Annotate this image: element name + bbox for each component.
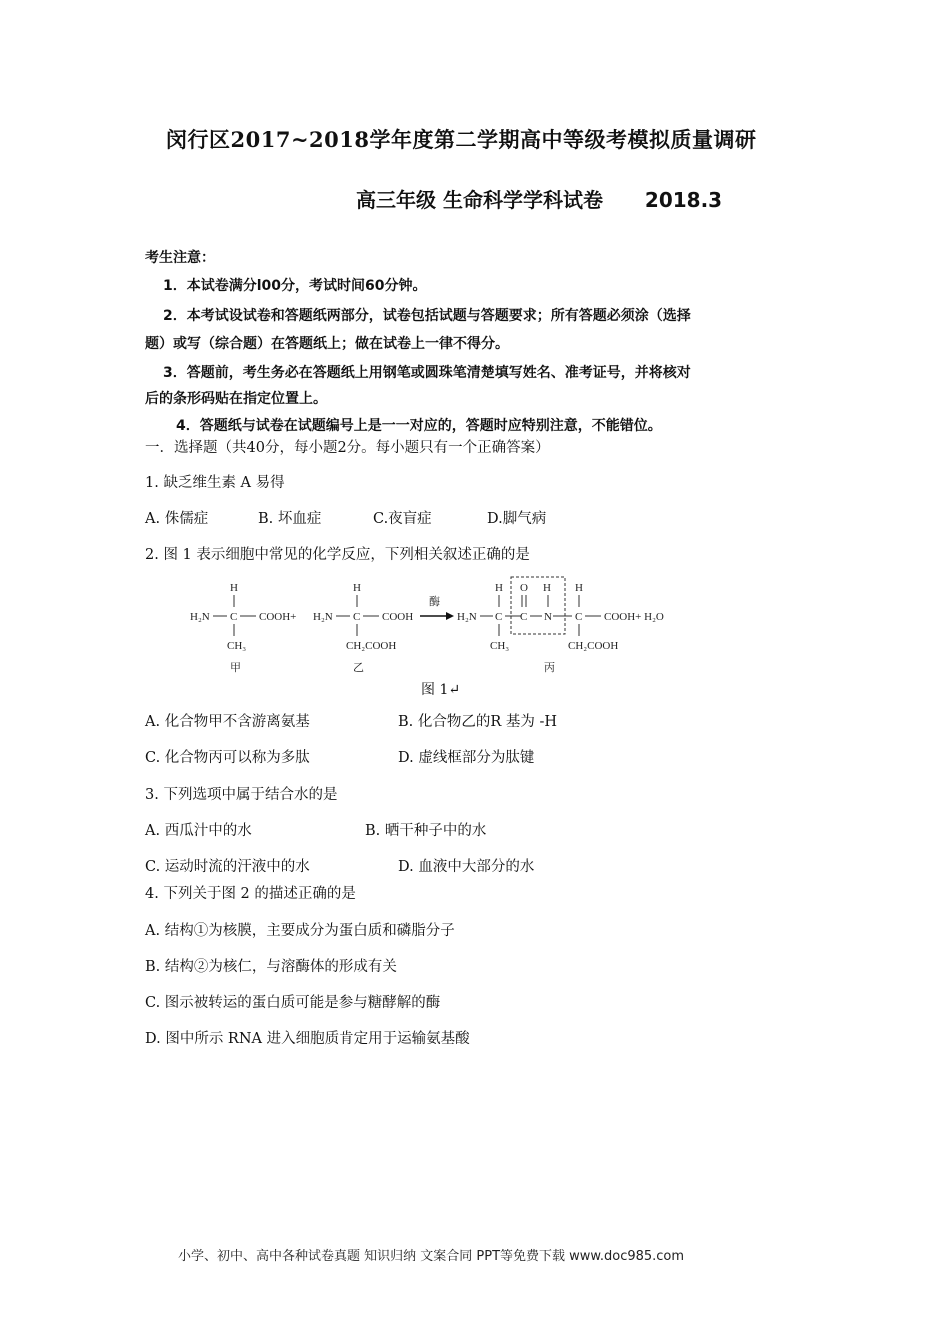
option-d: D.脚气病: [487, 511, 547, 527]
subtitle-text: 高三年级 生命科学学科试卷: [356, 188, 603, 212]
question-stem: 4. 下列关于图 2 的描述正确的是: [145, 886, 356, 902]
notice-item: 后的条形码贴在指定位置上。: [145, 391, 327, 407]
peptide-reaction-figure: [180, 575, 700, 675]
atom-c: C: [230, 611, 238, 623]
option-b: B. 坏血症: [258, 511, 322, 527]
label-jia: 甲: [230, 662, 241, 674]
methyl-group: CH₃: [227, 640, 247, 652]
carboxyl-group: COOH+: [259, 611, 297, 623]
r-group: CH₂COOH: [568, 640, 619, 652]
option-a: A. 西瓜汁中的水: [145, 823, 252, 839]
atom-h: H: [495, 582, 503, 594]
notice-item: 1．本试卷满分l00分，考试时间60分钟。: [163, 278, 427, 294]
option-a: A. 结构①为核膜，主要成分为蛋白质和磷脂分子: [145, 923, 455, 939]
label-bing: 丙: [544, 662, 555, 674]
carboxyl-water: COOH+ H₂O: [604, 611, 664, 623]
notice-item: 题）或写（综合题）在答题纸上；做在试卷上一律不得分。: [145, 336, 509, 352]
option-c: C. 化合物丙可以称为多肽: [145, 750, 310, 766]
figure-caption: 图 1↵: [421, 682, 461, 698]
notice-item: 3．答题前，考生务必在答题纸上用钢笔或圆珠笔清楚填写姓名、准考证号，并将核对: [163, 365, 691, 381]
r-group: CH₂COOH: [346, 640, 397, 652]
page-subtitle: [356, 184, 722, 213]
atom-c: C: [520, 611, 528, 623]
atom-h: H: [543, 582, 551, 594]
subtitle-date: 2018.3: [644, 188, 723, 212]
atom-o: O: [520, 582, 528, 594]
notice-heading: 考生注意：: [145, 250, 215, 266]
enzyme-label: 酶: [429, 596, 440, 608]
option-c: C.夜盲症: [373, 511, 432, 527]
section-heading: 一．选择题（共40分，每小题2分。每小题只有一个正确答案）: [145, 440, 550, 456]
arrow-head-icon: [446, 612, 454, 620]
question-stem: 2. 图 1 表示细胞中常见的化学反应，下列相关叙述正确的是: [145, 547, 530, 563]
notice-item: 2．本考试设试卷和答题纸两部分，试卷包括试题与答题要求；所有答题必须涂（选择: [163, 308, 691, 324]
option-d: D. 图中所示 RNA 进入细胞质肯定用于运输氨基酸: [145, 1031, 470, 1047]
atom-h: H: [575, 582, 583, 594]
option-b: B. 化合物乙的R 基为 -H: [398, 714, 558, 730]
option-d: D. 血液中大部分的水: [398, 859, 535, 875]
option-c: C. 运动时流的汗液中的水: [145, 859, 310, 875]
amino-group: H₂N: [190, 611, 210, 623]
option-a: A. 化合物甲不含游离氨基: [145, 714, 310, 730]
question-stem: 1. 缺乏维生素 A 易得: [145, 475, 285, 491]
option-c: C. 图示被转运的蛋白质可能是参与糖酵解的酶: [145, 995, 441, 1011]
label-yi: 乙: [353, 662, 364, 674]
atom-c: C: [353, 611, 361, 623]
amino-group: H₂N: [313, 611, 333, 623]
atom-h: H: [230, 582, 238, 594]
atom-n: N: [544, 611, 552, 623]
option-d: D. 虚线框部分为肽键: [398, 750, 535, 766]
carboxyl-group: COOH: [382, 611, 414, 623]
question-stem: 3. 下列选项中属于结合水的是: [145, 787, 338, 803]
option-b: B. 结构②为核仁，与溶酶体的形成有关: [145, 959, 397, 975]
amino-group: H₂N: [457, 611, 477, 623]
atom-h: H: [353, 582, 361, 594]
atom-c: C: [495, 611, 503, 623]
notice-item: 4．答题纸与试卷在试题编号上是一一对应的，答题时应特别注意，不能错位。: [176, 418, 662, 434]
atom-c: C: [575, 611, 583, 623]
option-b: B. 晒干种子中的水: [365, 823, 487, 839]
methyl-group: CH₃: [490, 640, 510, 652]
page-title: 闵行区2017~2018学年度第二学期高中等级考模拟质量调研: [166, 127, 757, 152]
option-a: A. 侏儒症: [145, 511, 209, 527]
page-footer: 小学、初中、高中各种试卷真题 知识归纳 文案合同 PPT等免费下载 www.doc985.com: [178, 1249, 685, 1264]
